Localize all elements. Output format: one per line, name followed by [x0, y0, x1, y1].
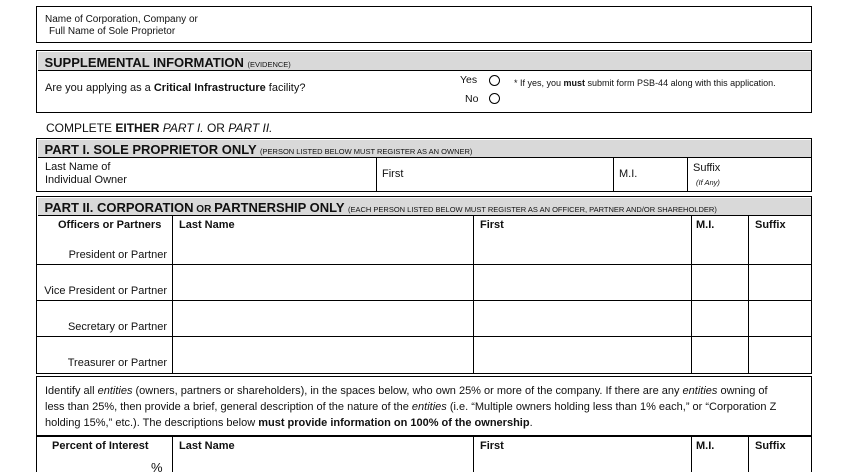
secretary-last-name-field[interactable]: [174, 302, 472, 335]
part1-suffix-note: (If Any): [696, 178, 720, 187]
name-of-corporation-field[interactable]: [210, 8, 808, 41]
col-suffix: Suffix: [755, 219, 786, 231]
part2-col-divider-1: [172, 216, 173, 373]
no-radio[interactable]: [489, 93, 500, 104]
part1-subtitle: (PERSON LISTED BELOW MUST REGISTER AS AN OWNER): [260, 146, 473, 156]
yes-radio[interactable]: [489, 75, 500, 86]
no-label: No: [465, 93, 479, 105]
part1-suffix-field[interactable]: [730, 159, 810, 190]
row-label-secretary: Secretary or Partner: [67, 321, 167, 333]
treasurer-last-name-field[interactable]: [174, 338, 472, 372]
vice-president-suffix-field[interactable]: [750, 266, 810, 299]
treasurer-suffix-field[interactable]: [750, 338, 810, 372]
part1-mi-field[interactable]: [640, 159, 685, 190]
entities-col-divider-4: [748, 436, 749, 472]
name-label-line2: Full Name of Sole Proprietor: [49, 26, 176, 37]
president-first-field[interactable]: [475, 234, 690, 263]
yes-label: Yes: [460, 74, 478, 86]
col-mi: M.I.: [696, 219, 715, 231]
critical-infrastructure-question: Are you applying as a Critical Infrastructure facility?: [45, 82, 306, 94]
row-label-vice-president: Vice President or Partner: [44, 285, 167, 297]
part1-divider-3: [687, 158, 688, 191]
secretary-mi-field[interactable]: [693, 302, 747, 335]
entities-instructions: Identify all entities (owners, partners or shareholders), in the spaces below, who own 25% or more of the company. If there are any entities owning of less than 25%, then provide a brief, general description of the nature of the entities (i.e. “Multiple owners holding less than 1% each,” or “Corporation Z holding 15%,” etc.). The descriptions below must provide information on 100% of the ownership.: [45, 385, 777, 429]
part1-mi-label: M.I.: [619, 168, 638, 180]
part2-row-divider-2: [37, 300, 811, 301]
entity-percent-field[interactable]: [40, 455, 148, 472]
col-officers-partners: Officers or Partners: [58, 219, 162, 231]
treasurer-first-field[interactable]: [475, 338, 690, 372]
name-label-line1: Name of Corporation, Company or: [45, 14, 198, 25]
entities-col-divider-2: [473, 436, 474, 472]
part2-col-divider-4: [748, 216, 749, 373]
supplemental-title: SUPPLEMENTAL INFORMATION: [44, 54, 244, 70]
vice-president-first-field[interactable]: [475, 266, 690, 299]
entity-mi-field[interactable]: [693, 455, 747, 472]
entities-col-first: First: [480, 440, 504, 452]
entity-last-name-field[interactable]: [174, 455, 472, 472]
part1-header: [38, 140, 811, 158]
part2-subtitle: (EACH PERSON LISTED BELOW MUST REGISTER AS AN OFFICER, PARTNER AND/OR SHAREHOLDER): [348, 204, 717, 214]
part2-col-divider-2: [473, 216, 474, 373]
secretary-suffix-field[interactable]: [750, 302, 810, 335]
treasurer-mi-field[interactable]: [693, 338, 747, 372]
part1-title: PART I. SOLE PROPRIETOR ONLY: [44, 141, 257, 157]
part2-title-main: PART II. CORPORATION: [44, 199, 194, 215]
complete-either-instruction: COMPLETE EITHER PART I. OR PART II.: [46, 121, 273, 135]
supplemental-header: [38, 52, 811, 71]
part2-row-divider-1: [37, 264, 811, 265]
part1-last-name-label-2: Individual Owner: [45, 174, 127, 186]
entities-col-percent: Percent of Interest: [52, 440, 149, 452]
part1-first-label: First: [382, 168, 404, 180]
vice-president-mi-field[interactable]: [693, 266, 747, 299]
part1-first-field[interactable]: [410, 159, 610, 190]
entities-col-mi: M.I.: [696, 440, 715, 452]
part1-divider-2: [613, 158, 614, 191]
part2-title-or: OR: [193, 203, 215, 215]
part1-divider-1: [376, 158, 377, 191]
row-label-treasurer: Treasurer or Partner: [67, 357, 167, 369]
col-first: First: [480, 219, 504, 231]
president-mi-field[interactable]: [693, 234, 747, 263]
entities-col-last-name: Last Name: [179, 440, 235, 452]
percent-sign: %: [151, 460, 163, 472]
psb44-note: * If yes, you must submit form PSB-44 along with this application.: [514, 78, 776, 88]
entities-col-suffix: Suffix: [755, 440, 786, 452]
secretary-first-field[interactable]: [475, 302, 690, 335]
part2-row-divider-3: [37, 336, 811, 337]
entities-col-divider-3: [691, 436, 692, 472]
part1-last-name-field[interactable]: [135, 159, 375, 190]
president-last-name-field[interactable]: [174, 234, 472, 263]
part2-col-divider-3: [691, 216, 692, 373]
part1-suffix-label: Suffix: [693, 162, 721, 174]
entities-col-divider-1: [172, 436, 173, 472]
col-last-name: Last Name: [179, 219, 235, 231]
row-label-president: President or Partner: [68, 249, 167, 261]
supplemental-subtitle: (EVIDENCE): [247, 59, 291, 69]
entities-header-divider: [37, 435, 811, 437]
part1-last-name-label-1: Last Name of: [45, 161, 111, 173]
entity-suffix-field[interactable]: [750, 455, 810, 472]
vice-president-last-name-field[interactable]: [174, 266, 472, 299]
president-suffix-field[interactable]: [750, 234, 810, 263]
entity-first-field[interactable]: [475, 455, 690, 472]
part2-title-rest: PARTNERSHIP ONLY: [214, 199, 345, 215]
part2-header: [38, 198, 811, 216]
